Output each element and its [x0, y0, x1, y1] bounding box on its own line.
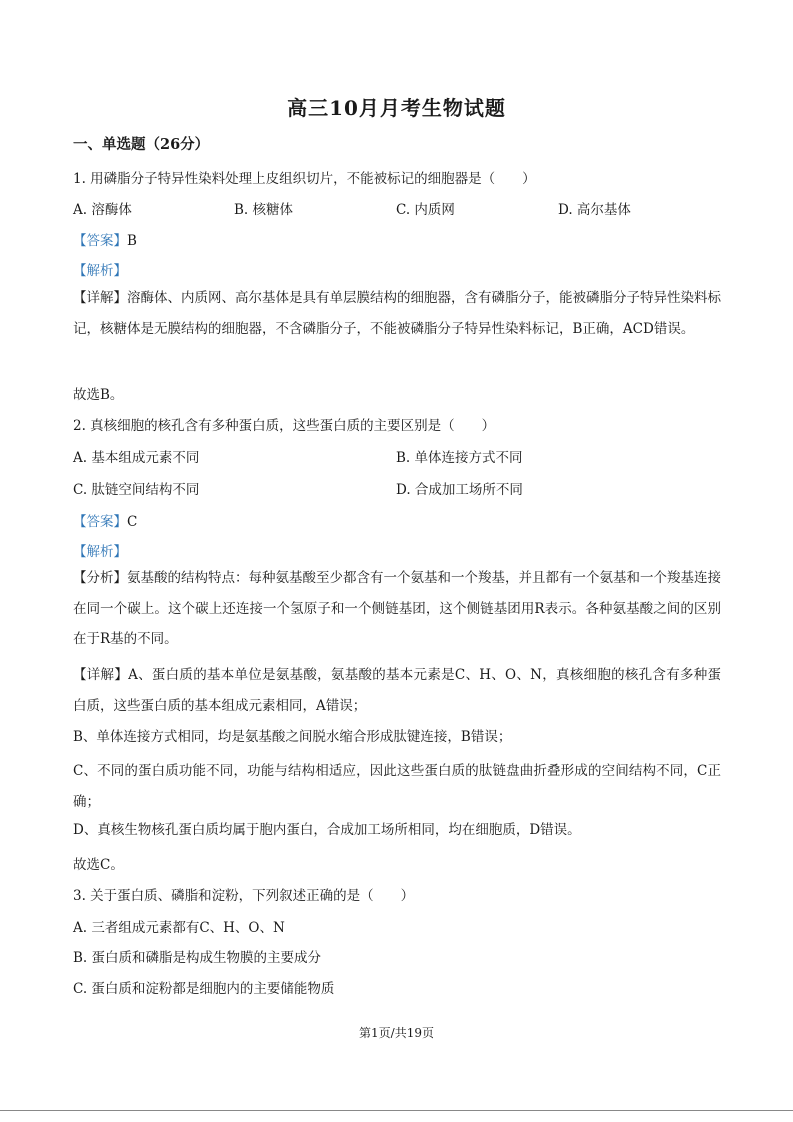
q2-detail-d: D、真核生物核孔蛋白质均属于胞内蛋白，合成加工场所相同，均在细胞质，D错误。	[73, 822, 581, 838]
q2-detail-a-text: A、蛋白质的基本单位是氨基酸，氨基酸的基本元素是C、H、O、N，真核细胞的核孔含有多种蛋白质，这些蛋白质的基本组成元素相同，A错误；	[73, 667, 722, 714]
bottom-divider	[0, 1110, 793, 1111]
q3-option-a: A. 三者组成元素都有C、H、O、N	[73, 920, 285, 936]
q2-analysis-line	[73, 540, 127, 560]
q1-analysis-line	[73, 259, 127, 279]
q1-option-a: A. 溶酶体	[73, 202, 132, 218]
q2-fenxi-text: 氨基酸的结构特点：每种氨基酸至少都含有一个氨基和一个羧基，并且都有一个氨基和一个羧基连接在同一个碳上。这个碳上还连接一个氢原子和一个侧链基团，这个侧链基团用R表示。各种氨基酸之间的区别在于R基的不同。	[73, 570, 721, 647]
q1-conclusion: 故选B。	[73, 387, 124, 403]
q2-option-d: D. 合成加工场所不同	[396, 482, 523, 498]
section-heading: 一、单选题（26分）	[73, 136, 210, 153]
answer-tag: 【答案】	[73, 233, 127, 249]
q1-option-d: D. 高尔基体	[558, 202, 631, 218]
answer-tag: 【答案】	[73, 514, 127, 530]
q1-answer-line	[73, 229, 137, 249]
q3-stem: 3. 关于蛋白质、磷脂和淀粉，下列叙述正确的是（ ）	[73, 888, 415, 904]
q2-answer-line	[73, 510, 137, 530]
q2-stem: 2. 真核细胞的核孔含有多种蛋白质，这些蛋白质的主要区别是（ ）	[73, 418, 496, 434]
detail-tag: 【详解】	[73, 290, 127, 306]
page-title: 高三10月月考生物试题	[287, 96, 506, 120]
q2-detail-b: B、单体连接方式相同，均是氨基酸之间脱水缩合形成肽键连接，B错误；	[73, 729, 512, 745]
q1-stem: 1. 用磷脂分子特异性染料处理上皮组织切片，不能被标记的细胞器是（ ）	[73, 171, 536, 187]
q1-option-c: C. 内质网	[396, 202, 455, 218]
q2-detail-c: C、不同的蛋白质功能不同，功能与结构相适应，因此这些蛋白质的肽链盘曲折叠形成的空间结构不同，C正确；	[73, 763, 721, 810]
q3-option-c: C. 蛋白质和淀粉都是细胞内的主要储能物质	[73, 981, 335, 997]
q1-detail	[73, 283, 721, 344]
page-footer: 第1页/共19页	[359, 1026, 434, 1040]
analysis-tag: 【解析】	[73, 544, 127, 560]
q1-answer: B	[127, 233, 137, 249]
q2-fenxi	[73, 563, 721, 655]
q2-detail-a	[73, 660, 721, 721]
q2-option-b: B. 单体连接方式不同	[396, 450, 523, 466]
q1-detail-text: 溶酶体、内质网、高尔基体是具有单层膜结构的细胞器，含有磷脂分子，能被磷脂分子特异性染料标记，核糖体是无膜结构的细胞器，不含磷脂分子，不能被磷脂分子特异性染料标记，B正确，ACD错误。	[73, 290, 721, 337]
q2-answer: C	[127, 514, 138, 530]
q2-option-c: C. 肽链空间结构不同	[73, 482, 200, 498]
q2-option-a: A. 基本组成元素不同	[73, 450, 200, 466]
q3-option-b: B. 蛋白质和磷脂是构成生物膜的主要成分	[73, 950, 322, 966]
q2-conclusion: 故选C。	[73, 857, 124, 873]
detail-tag: 【详解】	[73, 667, 129, 683]
q1-option-b: B. 核糖体	[234, 202, 294, 218]
analysis-tag: 【解析】	[73, 263, 127, 279]
fenxi-tag: 【分析】	[73, 570, 127, 586]
